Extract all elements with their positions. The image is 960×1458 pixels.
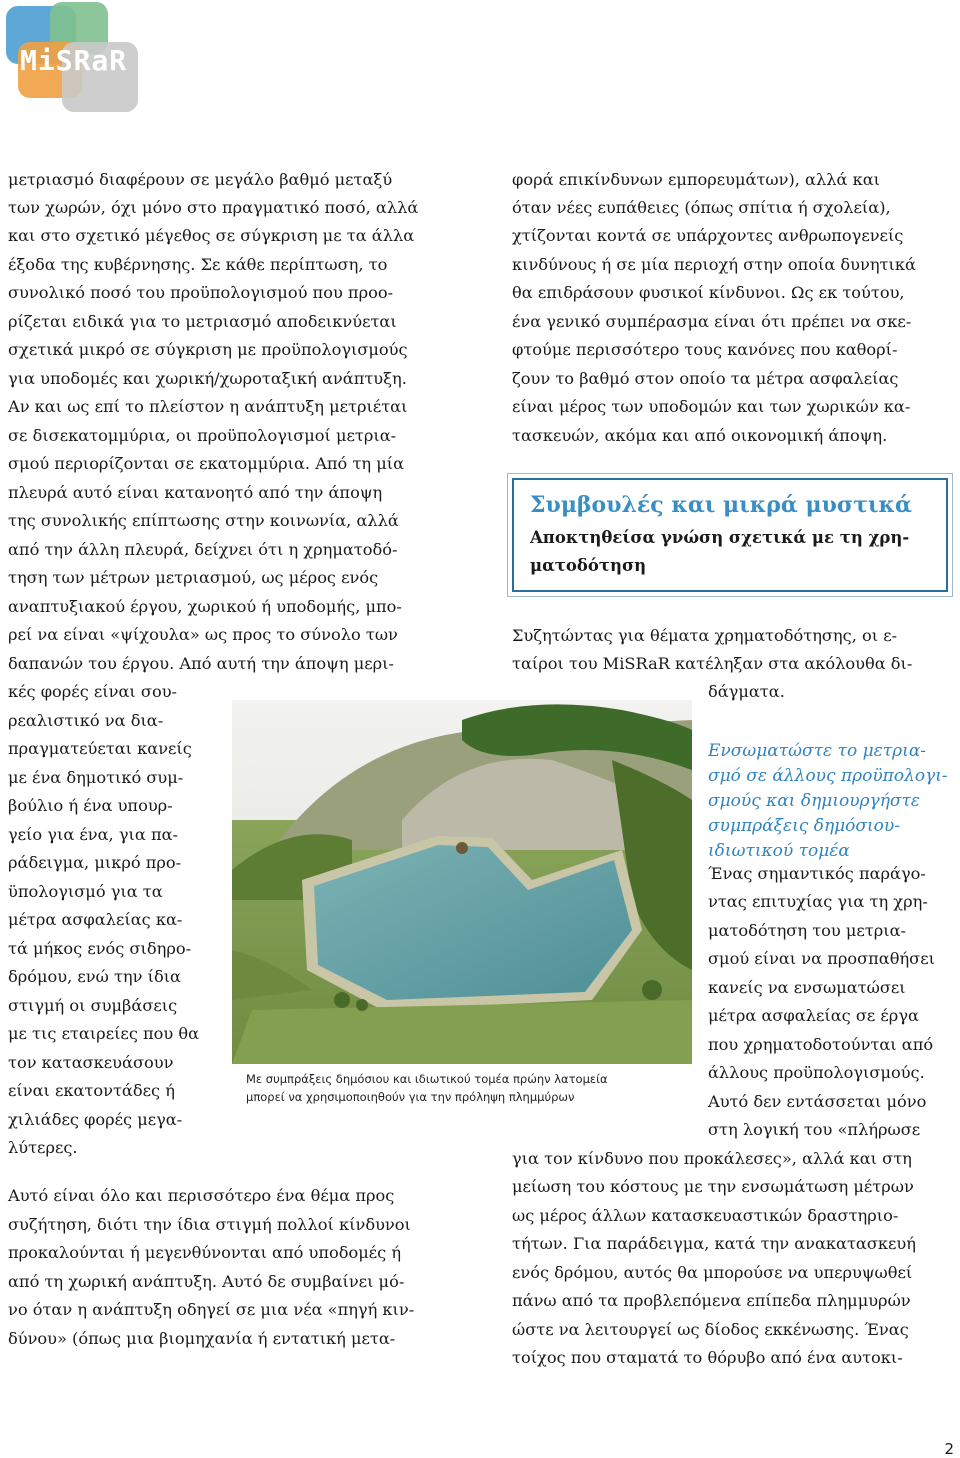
text-line: χιλιάδες φορές μεγα-: [8, 1110, 183, 1129]
text-line: αναπτυξιακού έργου, χωρικού ή υποδομής, μπο-: [8, 597, 402, 616]
text-line: είναι εκατοντάδες ή: [8, 1081, 175, 1100]
figure-caption: μπορεί να χρησιμοποιηθούν για την πρόληψη πλημμύρων: [246, 1090, 575, 1104]
text-line: τοίχος που σταματά το θόρυβο από ένα αυτοκι-: [512, 1348, 903, 1367]
text-line: για τον κίνδυνο που προκάλεσες», αλλά και στη: [512, 1149, 912, 1168]
heading-line: ιδιωτικού τομέα: [708, 841, 850, 861]
text-line: όταν νέες ευπάθειες (όπως σπίτια ή σχολεία),: [512, 198, 891, 217]
text-line: ματοδότηση του μετρια-: [708, 921, 907, 940]
text-line: δάγματα.: [708, 682, 785, 701]
text-line: Ένας σημαντικός παράγο-: [708, 864, 926, 883]
text-line: έξοδα της κυβέρνησης. Σε κάθε περίπτωση, το: [8, 255, 388, 274]
text-line: ένα γενικό συμπέρασμα είναι ότι πρέπει να σκε-: [512, 312, 912, 331]
text-line: της συνολικής επίπτωσης στην κοινωνία, αλλά: [8, 511, 399, 530]
text-line: πάνω από τα προβλεπόμενα επίπεδα πλημμυρών: [512, 1291, 911, 1310]
text-line: ως μέρος άλλων κατασκευαστικών δραστηριο-: [512, 1206, 899, 1225]
text-line: προκαλούνται ή μεγενθύνονται από υποδομές ή: [8, 1243, 402, 1262]
heading-line: συμπράξεις δημόσιου-: [708, 816, 900, 836]
text-line: συζήτηση, διότι την ίδια στιγμή πολλοί κίνδυνοι: [8, 1215, 411, 1234]
text-line: κινδύνους ή σε μία περιοχή στην οποία δυνητικά: [512, 255, 916, 274]
text-line: ντας επιτυχίας για τη χρη-: [708, 892, 928, 911]
text-line: Αν και ως επί το πλείστον η ανάπτυξη μετριέται: [8, 397, 408, 416]
text-line: Αυτό είναι όλο και περισσότερο ένα θέμα προς: [8, 1186, 395, 1205]
text-line: σχετικά μικρό σε σύγκριση με προϋπολογισμούς: [8, 340, 408, 359]
text-line: Συζητώντας για θέματα χρηματοδότησης, οι ε-: [512, 626, 898, 645]
text-line: γείο για ένα, για πα-: [8, 825, 178, 844]
text-line: τηση των μέτρων μετριασμού, ως μέρος ενός: [8, 568, 379, 587]
tips-subtitle: ματοδότηση: [530, 556, 647, 575]
text-line: πραγματεύεται κανείς: [8, 739, 192, 758]
text-line: ράδειγμα, μικρό προ-: [8, 853, 182, 872]
text-line: μείωση του κόστους με την ενσωμάτωση μέτρων: [512, 1177, 914, 1196]
text-line: ενός δρόμου, αυτός θα μπορούσε να υπερυψωθεί: [512, 1263, 913, 1282]
text-line: τον κατασκευάσουν: [8, 1053, 174, 1072]
text-line: πλευρά αυτό είναι κατανοητό από την άποψη: [8, 483, 383, 502]
text-line: ρίζεται ειδικά για το μετριασμό αποδεικνύεται: [8, 312, 397, 331]
text-line: Αυτό δεν εντάσσεται μόνο: [708, 1092, 927, 1111]
text-line: δρόμου, ενώ την ίδια: [8, 967, 181, 986]
heading-line: σμούς και δημιουργήστε: [708, 791, 921, 811]
text-line: δαπανών του έργου. Από αυτή την άποψη μερι-: [8, 654, 394, 673]
text-line: με ένα δημοτικό συμ-: [8, 768, 184, 787]
text-line: θα επιδράσουν φυσικοί κίνδυνοι. Ως εκ τούτου,: [512, 283, 905, 302]
text-line: βούλιο ή ένα υπουρ-: [8, 796, 173, 815]
heading-line: σμό σε άλλους προϋπολογι-: [708, 766, 948, 786]
text-line: από τη χωρική ανάπτυξη. Αυτό δε συμβαίνει μό-: [8, 1272, 405, 1291]
text-line: σμού περιορίζονται σε εκατομμύρια. Από τη μία: [8, 454, 405, 473]
text-line: φορά επικίνδυνων εμπορευμάτων), αλλά και: [512, 170, 880, 189]
heading-line: Ενσωματώστε το μετρια-: [708, 741, 927, 761]
text-line: ρεί να είναι «ψίχουλα» ως προς το σύνολο των: [8, 625, 398, 644]
logo-text: MiSRaR: [20, 44, 128, 77]
text-line: των χωρών, όχι μόνο στο πραγματικό ποσό, αλλά: [8, 198, 419, 217]
text-line: κανείς να ενσωματώσει: [708, 978, 906, 997]
text-line: συνολικό ποσό του προϋπολογισμού που προο-: [8, 283, 394, 302]
text-line: ζουν το βαθμό στον οποίο τα μέτρα ασφαλείας: [512, 369, 899, 388]
text-line: σε δισεκατομμύρια, οι προϋπολογισμοί μετρια-: [8, 426, 397, 445]
text-line: άλλους προϋπολογισμούς.: [708, 1063, 925, 1082]
text-line: στιγμή οι συμβάσεις: [8, 996, 178, 1015]
text-line: μέτρα ασφαλείας σε έργα: [708, 1006, 919, 1025]
text-line: ώστε να λειτουργεί ως δίοδος εκκένωσης. Ένας: [512, 1320, 909, 1339]
text-line: τασκευών, ακόμα και από οικονομική άποψη.: [512, 426, 888, 445]
text-line: λύτερες.: [8, 1138, 78, 1157]
text-line: από την άλλη πλευρά, δείχνει ότι η χρηματοδό-: [8, 540, 398, 559]
text-line: ϋπολογισμό για τα: [8, 882, 163, 901]
text-line: χτίζονται κοντά σε υπάρχοντες ανθρωπογενείς: [512, 226, 904, 245]
text-line: ρεαλιστικό να δια-: [8, 711, 164, 730]
page-number: 2: [944, 1440, 954, 1458]
tips-title: Συμβουλές και μικρά μυστικά: [530, 492, 912, 518]
text-line: κές φορές είναι σου-: [8, 682, 178, 701]
text-line: μετριασμό διαφέρουν σε μεγάλο βαθμό μεταξύ: [8, 170, 393, 189]
text-line: είναι μέρος των υποδομών και των χωρικών κα-: [512, 397, 911, 416]
text-line: φτούμε περισσότερο τους κανόνες που καθορί-: [512, 340, 898, 359]
tips-subtitle: Αποκτηθείσα γνώση σχετικά με τη χρη-: [530, 528, 910, 547]
text-line: δύνου» (όπως μια βιομηχανία ή εντατική μετα-: [8, 1329, 396, 1348]
text-line: τήτων. Για παράδειγμα, κατά την ανακατασκευή: [512, 1234, 916, 1253]
figure-caption: Με συμπράξεις δημόσιου και ιδιωτικού τομέα πρώην λατομεία: [246, 1072, 608, 1086]
text-line: στη λογική του «πλήρωσε: [708, 1120, 921, 1139]
text-line: ταίροι του MiSRaR κατέληξαν στα ακόλουθα δι-: [512, 654, 913, 673]
text-line: τά μήκος ενός σιδηρο-: [8, 939, 192, 958]
text-line: σμού είναι να προσπαθήσει: [708, 949, 935, 968]
misrar-logo: [6, 2, 136, 114]
text-line: για υποδομές και χωρική/χωροταξική ανάπτυξη.: [8, 369, 407, 388]
text-line: που χρηματοδοτούνται από: [708, 1035, 934, 1054]
quarry-lake-image: [232, 700, 692, 1064]
text-line: νο όταν η ανάπτυξη οδηγεί σε μια νέα «πηγή κιν-: [8, 1300, 415, 1319]
text-line: με τις εταιρείες που θα: [8, 1024, 200, 1043]
text-line: και στο σχετικό μέγεθος σε σύγκριση με τα άλλα: [8, 226, 415, 245]
text-line: μέτρα ασφαλείας κα-: [8, 910, 183, 929]
